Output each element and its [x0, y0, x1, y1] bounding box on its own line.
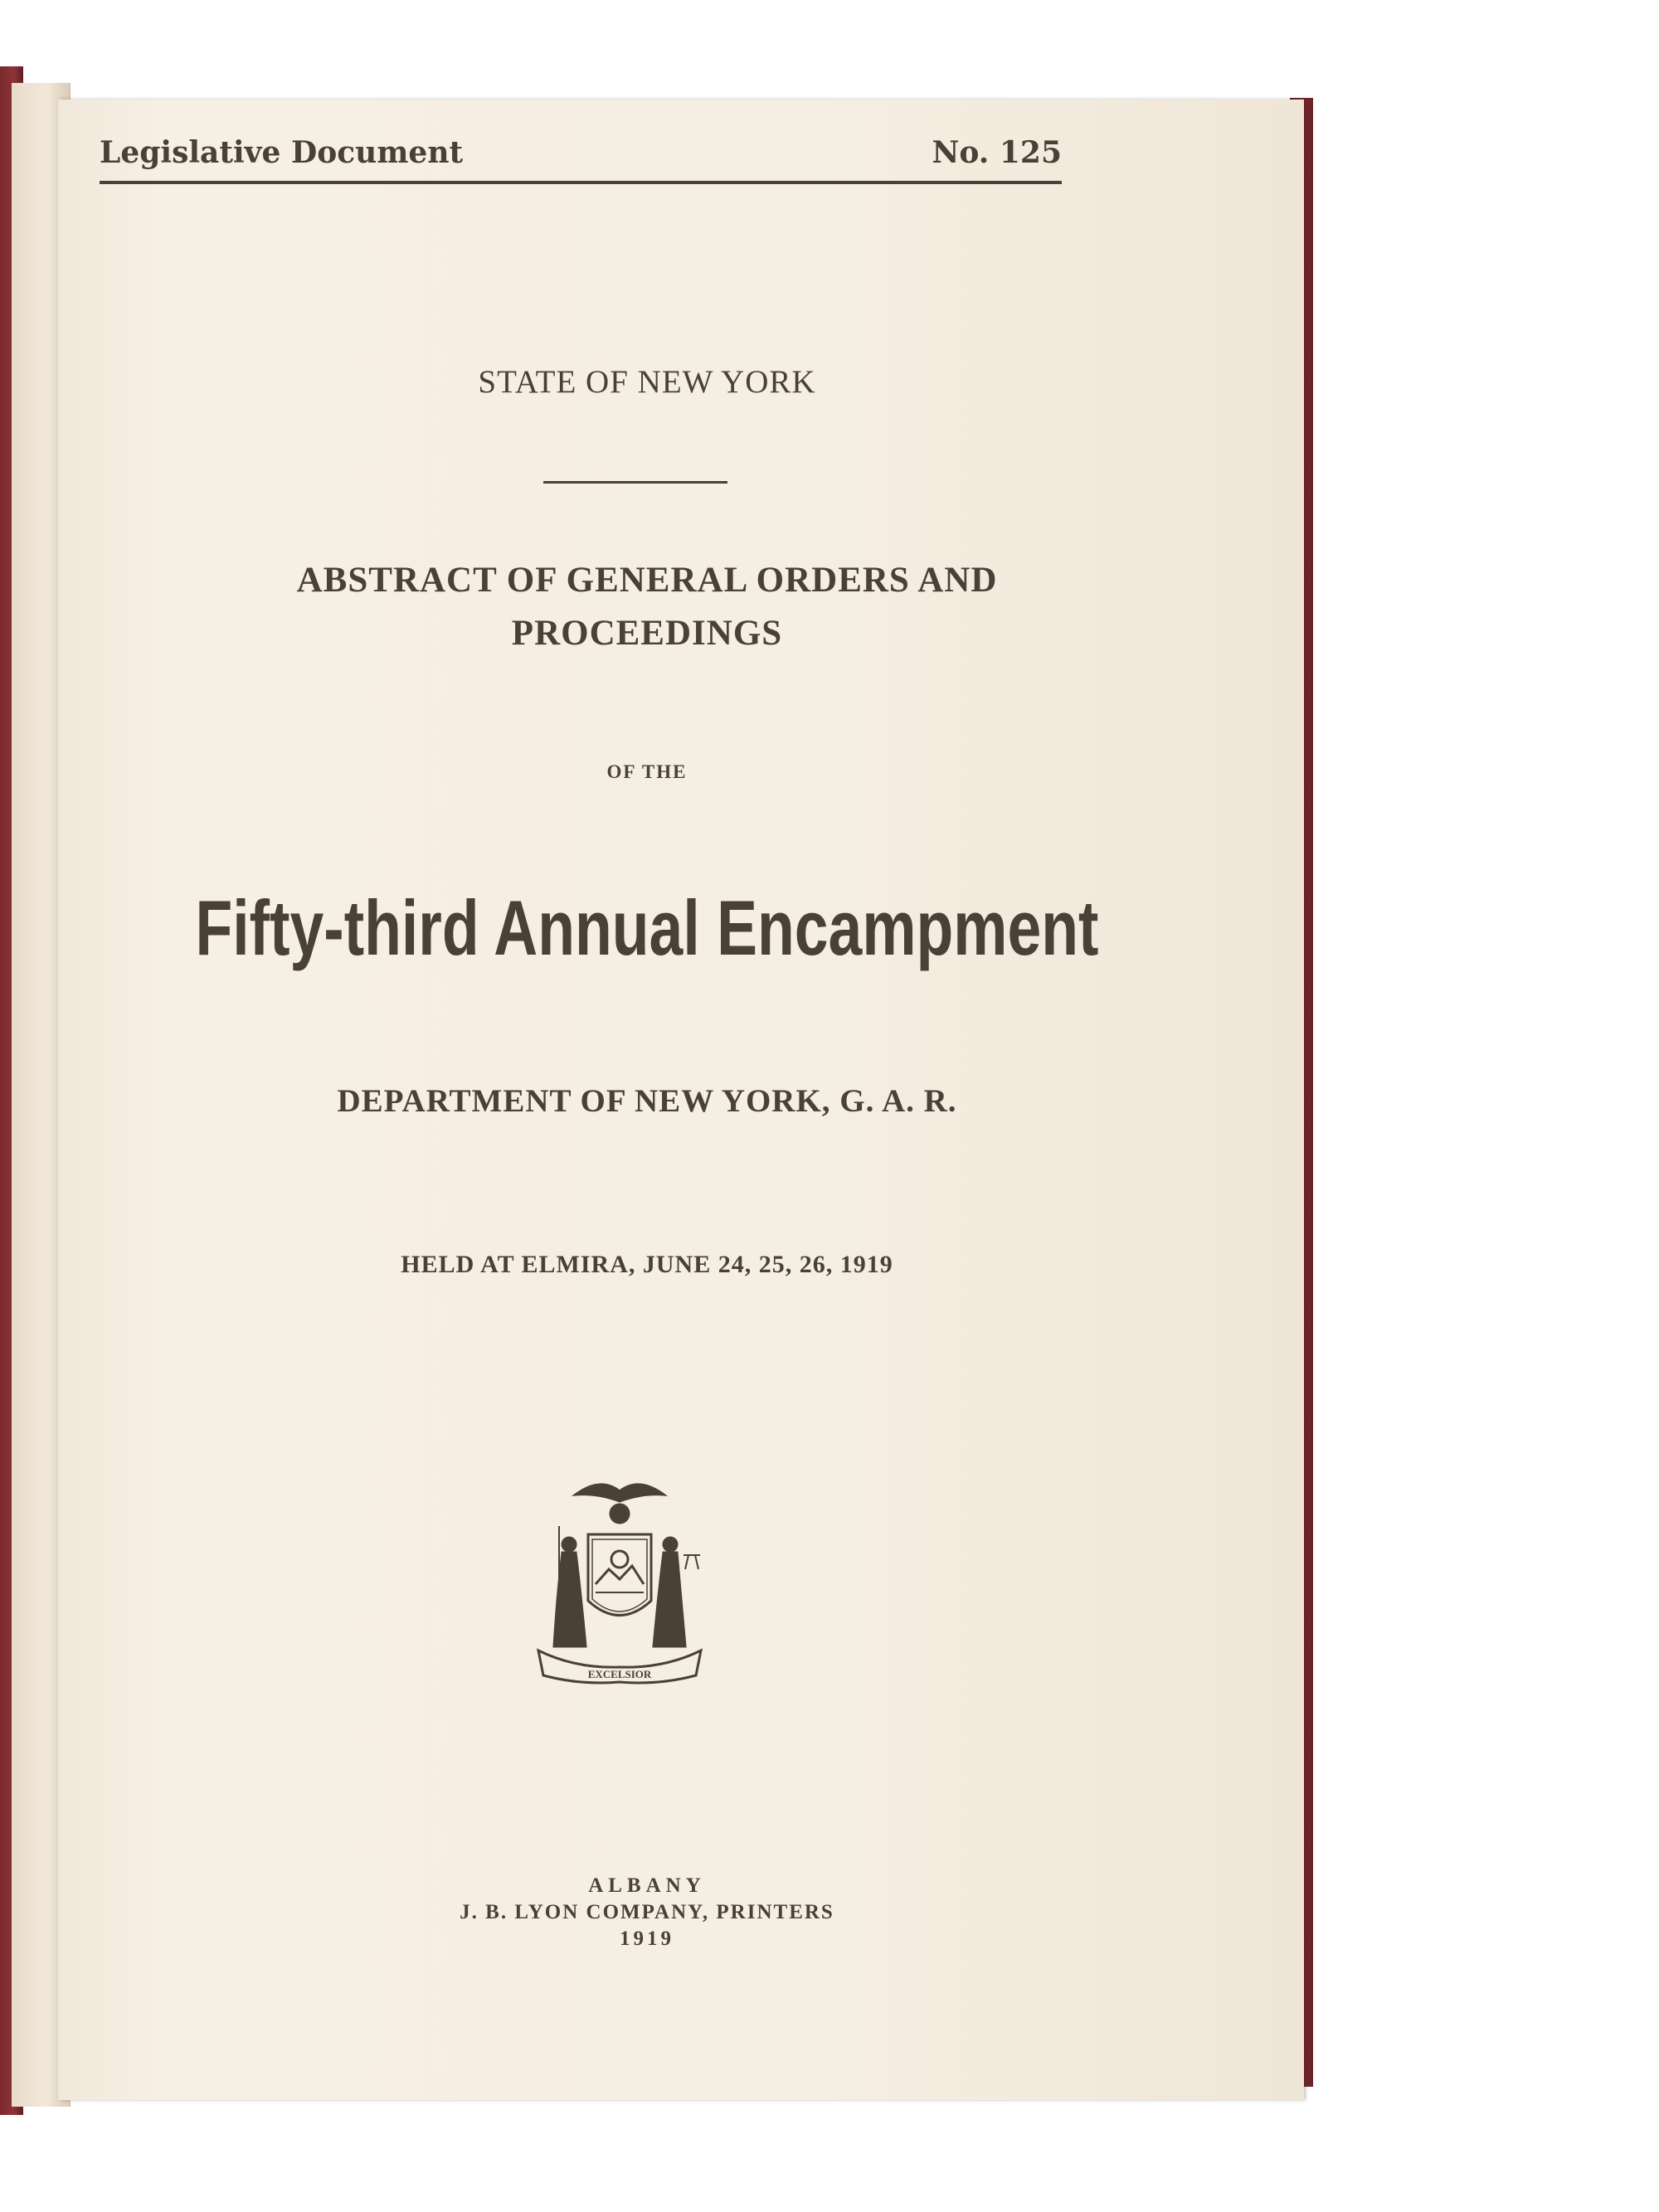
- imprint-city: ALBANY: [588, 1874, 706, 1897]
- abstract-line-1: ABSTRACT OF GENERAL ORDERS AND: [296, 561, 998, 600]
- state-heading: STATE OF NEW YORK: [478, 364, 816, 400]
- held-at-line: HELD AT ELMIRA, JUNE 24, 25, 26, 1919: [401, 1251, 893, 1278]
- document-type: Legislative Document: [100, 135, 464, 170]
- abstract-line-2: PROCEEDINGS: [511, 614, 783, 653]
- document-number: No. 125: [932, 135, 1062, 170]
- main-title: Fifty-third Annual Encampment: [195, 884, 1099, 971]
- department-line: DEPARTMENT OF NEW YORK, G. A. R.: [337, 1083, 957, 1119]
- of-the-text: OF THE: [606, 761, 688, 782]
- header-rule: [100, 181, 1062, 184]
- divider-rule: [543, 481, 727, 484]
- imprint-year: 1919: [620, 1928, 674, 1950]
- seal-motto: EXCELSIOR: [587, 1668, 652, 1680]
- abstract-title: [58, 554, 1236, 660]
- document-header: [100, 135, 1062, 177]
- state-seal-icon: [526, 1476, 713, 1685]
- imprint-printer: J. B. LYON COMPANY, PRINTERS: [460, 1901, 834, 1923]
